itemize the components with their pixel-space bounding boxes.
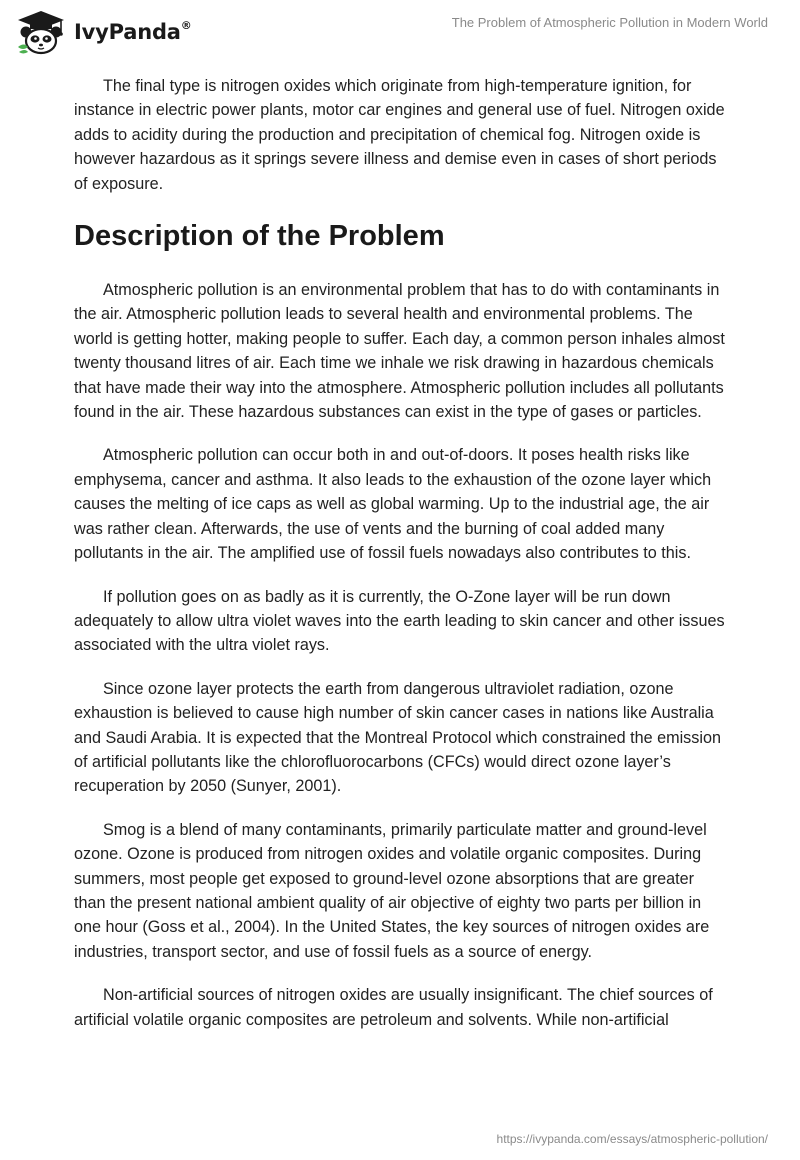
- document-title: The Problem of Atmospheric Pollution in Modern World: [451, 15, 768, 30]
- paragraph: Since ozone layer protects the earth from dangerous ultraviolet radiation, ozone exhaustion is believed to cause high number of skin cancer cases in nations like Australia and Saudi Arabia. It is expected that the Montreal Protocol which constrained the emission of artificial pollutants like the chlorofluorocarbons (CFCs) would direct ozone layer’s recuperation by 2050 (Sunyer, 2001).: [74, 679, 721, 796]
- source-url[interactable]: https://ivypanda.com/essays/atmospheric-pollution/: [496, 1132, 768, 1146]
- panda-graduate-icon: [14, 9, 68, 55]
- paragraph: The final type is nitrogen oxides which originate from high-temperature ignition, for instance in electric power plants, motor car engines and general use of fuel. Nitrogen oxide adds to acidity during the production and precipitation of chemical fog. Nitrogen oxide is however hazardous as it springs severe illness and demise even in cases of short periods of exposure.: [74, 77, 725, 193]
- section-heading: Description of the Problem: [74, 220, 445, 253]
- brand-name: IvyPanda®: [74, 19, 192, 44]
- paragraph: Smog is a blend of many contaminants, primarily particulate matter and ground-level ozone. Ozone is produced from nitrogen oxides and volatile organic composites. During summers, most people get exposed to ground-level ozone absorptions that are greater than the present national ambient quality of air objective of eighty two parts per billion in one hour (Goss et al., 2004). In the United States, the key sources of nitrogen oxides are industries, transport sector, and use of fossil fuels as a source of energy.: [74, 820, 710, 961]
- paragraph: Atmospheric pollution is an environmental problem that has to do with contaminants in the air. Atmospheric pollution leads to several health and environmental problems. The world is getting hotter, making people to suffer. Each day, a common person inhales almost twenty thousand litres of air. Each time we inhale we risk drawing in hazardous chemicals that have made their way into the atmosphere. Atmospheric pollution includes all pollutants found in the air. These hazardous substances can exist in the type of gases or particles.: [74, 281, 725, 422]
- registered-mark: ®: [180, 19, 192, 32]
- essay-content: [74, 74, 726, 1051]
- paragraph: If pollution goes on as badly as it is currently, the O-Zone layer will be run down adequately to allow ultra violet waves into the earth leading to skin cancer and other issues associated with the ultra violet rays.: [74, 587, 725, 655]
- page-header: [0, 0, 800, 64]
- paragraph: Non-artificial sources of nitrogen oxides are usually insignificant. The chief sources of artificial volatile organic composites are petroleum and solvents. While non-artificial: [74, 986, 713, 1029]
- paragraph: Atmospheric pollution can occur both in and out-of-doors. It poses health risks like emphysema, cancer and asthma. It also leads to the exhaustion of the ozone layer which causes the melting of ice caps as well as global warming. Up to the industrial age, the air was rather clean. Afterwards, the use of vents and the burning of coal added many pollutants in the air. The amplified use of fossil fuels nowadays also contributes to this.: [74, 446, 712, 563]
- ivypanda-logo[interactable]: [14, 9, 192, 55]
